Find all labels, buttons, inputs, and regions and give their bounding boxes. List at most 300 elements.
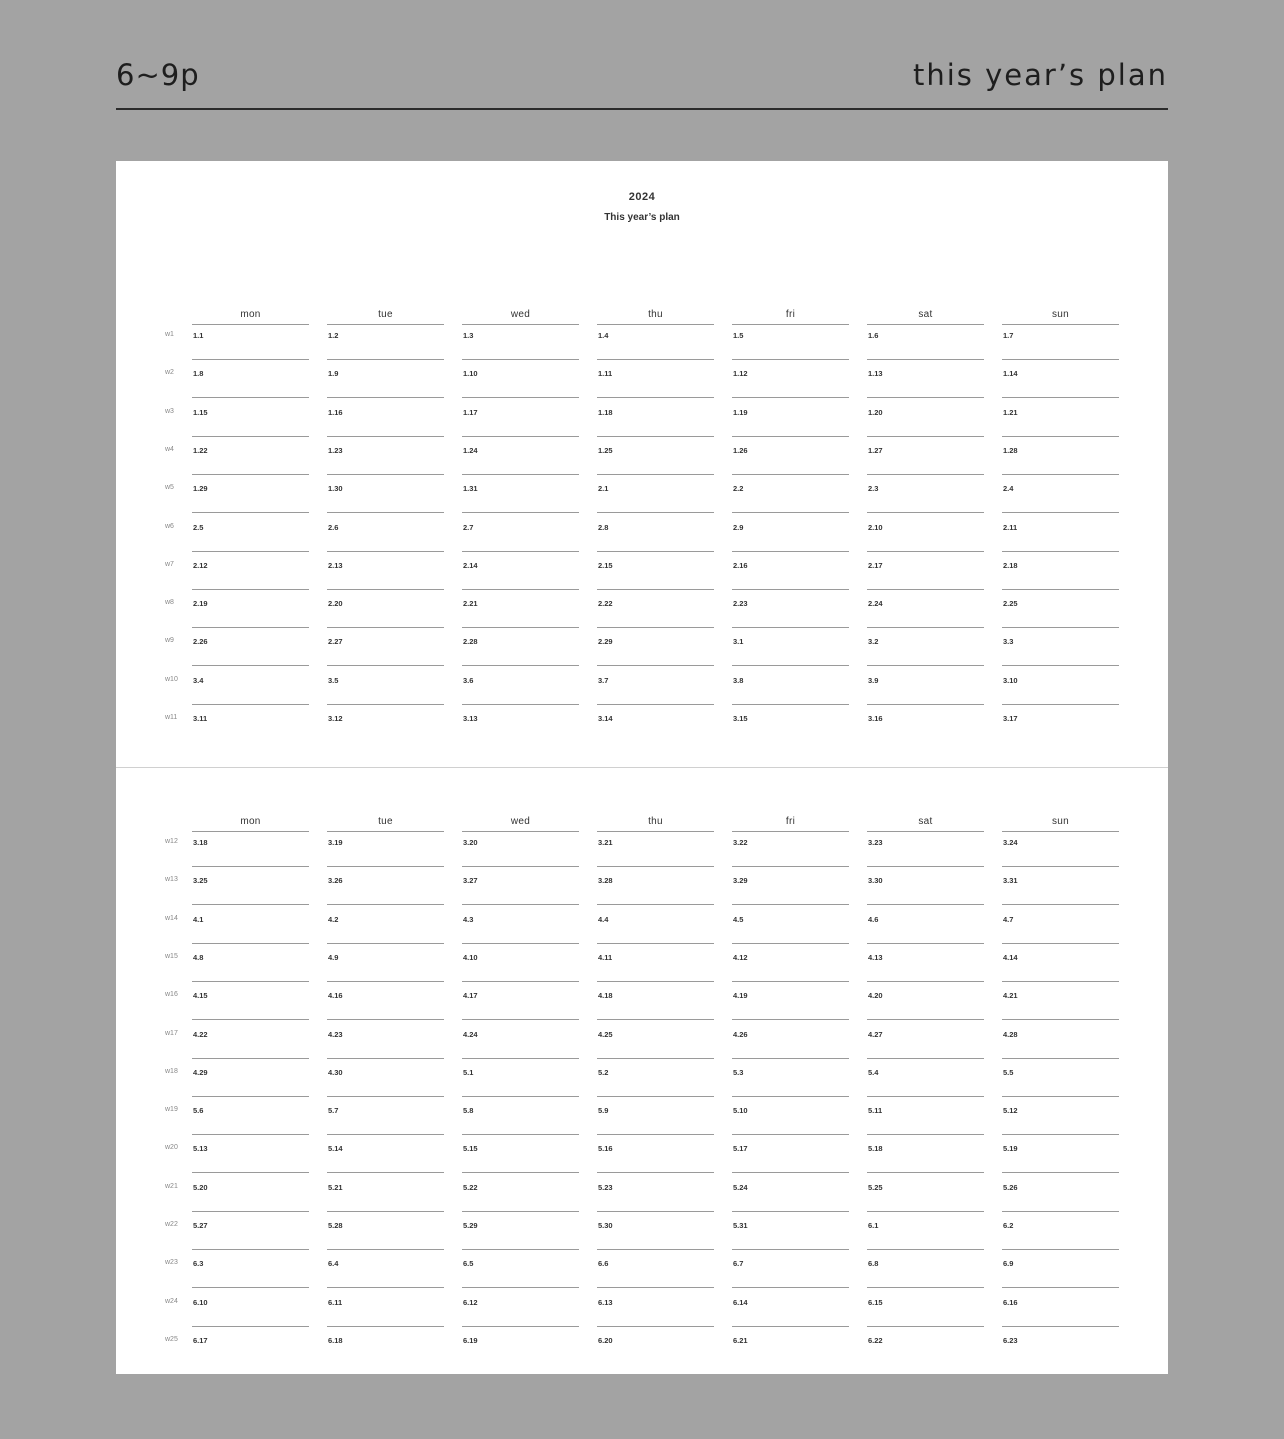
- day-cell-date: 1.27: [868, 445, 883, 455]
- day-cell-date: 2.18: [1003, 560, 1018, 570]
- day-header-sun: sun: [1051, 309, 1070, 320]
- week-label: w4: [165, 445, 174, 453]
- row-rule: [327, 397, 444, 398]
- day-cell-date: 4.13: [868, 952, 883, 962]
- row-rule: [192, 512, 309, 513]
- row-rule: [327, 665, 444, 666]
- row-rule: [597, 1172, 714, 1173]
- row-rule: [867, 397, 984, 398]
- row-rule: [732, 904, 849, 905]
- day-cell-date: 3.2: [868, 637, 879, 647]
- row-rule: [867, 589, 984, 590]
- row-rule: [462, 1287, 579, 1288]
- day-cell-date: 3.1: [733, 637, 744, 647]
- row-rule: [597, 943, 714, 944]
- day-cell-date: 2.25: [1003, 599, 1018, 609]
- day-cell-date: 1.3: [463, 331, 474, 340]
- day-header-sat: sat: [918, 309, 933, 320]
- row-rule: [1002, 866, 1119, 867]
- day-cell-date: 2.7: [463, 522, 474, 532]
- day-header-wed: wed: [510, 816, 531, 827]
- day-cell-date: 1.1: [193, 331, 204, 340]
- row-rule: [867, 981, 984, 982]
- day-header-tue: tue: [378, 309, 393, 320]
- day-cell-date: 5.29: [463, 1221, 478, 1230]
- row-rule: [1002, 704, 1119, 705]
- day-cell-date: 3.5: [328, 675, 339, 685]
- day-cell-date: 5.31: [733, 1221, 748, 1230]
- row-rule: [597, 1287, 714, 1288]
- row-rule: [732, 1211, 849, 1212]
- day-cell-date: 3.17: [1003, 714, 1018, 723]
- row-rule: [867, 1019, 984, 1020]
- row-rule: [327, 1019, 444, 1020]
- day-cell-date: 1.30: [328, 484, 343, 494]
- day-cell-date: 2.6: [328, 522, 339, 532]
- week-label: w21: [165, 1182, 178, 1190]
- header-rule: [462, 831, 579, 832]
- row-rule: [867, 1058, 984, 1059]
- day-cell-date: 4.30: [328, 1067, 343, 1077]
- row-rule: [732, 704, 849, 705]
- day-cell-date: 1.24: [463, 445, 478, 455]
- day-cell-date: 6.20: [598, 1335, 613, 1345]
- row-rule: [597, 1211, 714, 1212]
- row-rule: [192, 627, 309, 628]
- day-cell-date: 3.21: [598, 838, 613, 847]
- page-number: 6~9p: [116, 58, 200, 92]
- day-cell-date: 5.3: [733, 1067, 744, 1077]
- row-rule: [732, 665, 849, 666]
- day-cell-date: 6.18: [328, 1335, 343, 1345]
- day-cell-date: 2.17: [868, 560, 883, 570]
- row-rule: [462, 1211, 579, 1212]
- row-rule: [1002, 1019, 1119, 1020]
- row-rule: [732, 1287, 849, 1288]
- day-cell-date: 1.26: [733, 445, 748, 455]
- row-rule: [867, 904, 984, 905]
- day-cell-date: 1.16: [328, 407, 343, 417]
- day-cell-date: 2.9: [733, 522, 744, 532]
- row-rule: [192, 704, 309, 705]
- day-cell-date: 1.9: [328, 369, 339, 379]
- row-rule: [462, 1249, 579, 1250]
- row-rule: [462, 981, 579, 982]
- day-cell-date: 2.4: [1003, 484, 1014, 494]
- row-rule: [1002, 1287, 1119, 1288]
- day-cell-date: 4.17: [463, 991, 478, 1001]
- week-label: w23: [165, 1259, 178, 1267]
- row-rule: [462, 1172, 579, 1173]
- row-rule: [597, 627, 714, 628]
- week-label: w12: [165, 838, 178, 845]
- day-cell-date: 6.8: [868, 1259, 879, 1269]
- day-cell-date: 5.2: [598, 1067, 609, 1077]
- day-header-mon: mon: [240, 816, 261, 827]
- day-cell-date: 1.18: [598, 407, 613, 417]
- day-cell-date: 2.2: [733, 484, 744, 494]
- row-rule: [462, 1019, 579, 1020]
- day-cell-date: 6.12: [463, 1297, 478, 1307]
- week-label: w9: [165, 637, 174, 645]
- day-cell-date: 5.17: [733, 1144, 748, 1154]
- week-label: w20: [165, 1144, 178, 1152]
- day-header-wed: wed: [510, 309, 531, 320]
- day-cell-date: 1.12: [733, 369, 748, 379]
- day-cell-date: 2.26: [193, 637, 208, 647]
- row-rule: [732, 1134, 849, 1135]
- row-rule: [462, 589, 579, 590]
- row-rule: [327, 866, 444, 867]
- day-cell-date: 5.27: [193, 1221, 208, 1230]
- row-rule: [1002, 512, 1119, 513]
- day-cell-date: 1.4: [598, 331, 609, 340]
- day-cell-date: 5.22: [463, 1182, 478, 1192]
- row-rule: [732, 981, 849, 982]
- day-cell-date: 3.30: [868, 876, 883, 886]
- row-rule: [192, 397, 309, 398]
- row-rule: [1002, 474, 1119, 475]
- header-rule: [867, 831, 984, 832]
- day-cell-date: 5.13: [193, 1144, 208, 1154]
- day-cell-date: 5.28: [328, 1221, 343, 1230]
- day-cell-date: 4.12: [733, 952, 748, 962]
- day-cell-date: 3.23: [868, 838, 883, 847]
- day-cell-date: 2.10: [868, 522, 883, 532]
- row-rule: [597, 904, 714, 905]
- row-rule: [732, 397, 849, 398]
- day-cell-date: 1.15: [193, 407, 208, 417]
- row-rule: [1002, 1096, 1119, 1097]
- row-rule: [732, 943, 849, 944]
- row-rule: [462, 474, 579, 475]
- row-rule: [867, 627, 984, 628]
- day-cell-date: 4.25: [598, 1029, 613, 1039]
- planner-subtitle: This year’s plan: [604, 212, 680, 223]
- row-rule: [1002, 1326, 1119, 1327]
- day-cell-date: 4.23: [328, 1029, 343, 1039]
- day-cell-date: 5.15: [463, 1144, 478, 1154]
- day-cell-date: 6.19: [463, 1335, 478, 1345]
- page-header: [116, 52, 1168, 110]
- header-rule: [597, 324, 714, 325]
- day-cell-date: 1.28: [1003, 445, 1018, 455]
- row-rule: [732, 589, 849, 590]
- day-cell-date: 1.22: [193, 445, 208, 455]
- week-label: w7: [165, 560, 174, 568]
- day-header-mon: mon: [240, 309, 261, 320]
- row-rule: [192, 1096, 309, 1097]
- day-cell-date: 3.28: [598, 876, 613, 886]
- day-cell-date: 6.21: [733, 1335, 748, 1345]
- row-rule: [462, 512, 579, 513]
- day-cell-date: 5.18: [868, 1144, 883, 1154]
- day-cell-date: 4.20: [868, 991, 883, 1001]
- day-cell-date: 4.2: [328, 914, 339, 924]
- row-rule: [192, 1211, 309, 1212]
- day-cell-date: 3.24: [1003, 838, 1018, 847]
- row-rule: [462, 943, 579, 944]
- row-rule: [327, 512, 444, 513]
- day-cell-date: 3.26: [328, 876, 343, 886]
- row-rule: [597, 1326, 714, 1327]
- day-cell-date: 3.7: [598, 675, 609, 685]
- week-label: w6: [165, 522, 174, 530]
- row-rule: [192, 359, 309, 360]
- planner-year: 2024: [628, 191, 656, 203]
- row-rule: [462, 1096, 579, 1097]
- day-cell-date: 6.17: [193, 1335, 208, 1345]
- row-rule: [867, 1249, 984, 1250]
- day-cell-date: 3.16: [868, 714, 883, 723]
- planner-sheet: [116, 161, 1168, 1374]
- day-cell-date: 1.8: [193, 369, 204, 379]
- row-rule: [597, 981, 714, 982]
- day-cell-date: 3.6: [463, 675, 474, 685]
- row-rule: [597, 1249, 714, 1250]
- row-rule: [732, 551, 849, 552]
- header-rule: [192, 831, 309, 832]
- row-rule: [867, 704, 984, 705]
- week-label: w5: [165, 484, 174, 492]
- day-cell-date: 5.23: [598, 1182, 613, 1192]
- day-cell-date: 1.20: [868, 407, 883, 417]
- day-cell-date: 5.21: [328, 1182, 343, 1192]
- day-cell-date: 1.7: [1003, 331, 1014, 340]
- row-rule: [1002, 904, 1119, 905]
- row-rule: [462, 359, 579, 360]
- row-rule: [867, 512, 984, 513]
- row-rule: [732, 1249, 849, 1250]
- header-rule: [1002, 324, 1119, 325]
- row-rule: [867, 665, 984, 666]
- row-rule: [462, 1058, 579, 1059]
- header-rule: [192, 324, 309, 325]
- day-cell-date: 4.4: [598, 914, 609, 924]
- day-cell-date: 2.14: [463, 560, 478, 570]
- row-rule: [192, 943, 309, 944]
- day-cell-date: 4.26: [733, 1029, 748, 1039]
- day-cell-date: 2.20: [328, 599, 343, 609]
- day-cell-date: 5.8: [463, 1106, 474, 1116]
- day-cell-date: 4.5: [733, 914, 744, 924]
- day-header-fri: fri: [785, 816, 796, 827]
- day-cell-date: 1.6: [868, 331, 879, 340]
- day-cell-date: 2.1: [598, 484, 609, 494]
- day-header-fri: fri: [785, 309, 796, 320]
- row-rule: [867, 1287, 984, 1288]
- day-cell-date: 6.15: [868, 1297, 883, 1307]
- day-cell-date: 1.13: [868, 369, 883, 379]
- row-rule: [1002, 1249, 1119, 1250]
- row-rule: [732, 866, 849, 867]
- day-cell-date: 4.19: [733, 991, 748, 1001]
- row-rule: [192, 1134, 309, 1135]
- day-cell-date: 1.2: [328, 331, 339, 340]
- row-rule: [327, 1287, 444, 1288]
- week-label: w17: [165, 1029, 178, 1037]
- row-rule: [1002, 943, 1119, 944]
- day-cell-date: 4.1: [193, 914, 204, 924]
- day-cell-date: 2.12: [193, 560, 208, 570]
- day-cell-date: 3.8: [733, 675, 744, 685]
- day-cell-date: 3.19: [328, 838, 343, 847]
- week-label: w24: [165, 1297, 178, 1305]
- day-cell-date: 2.19: [193, 599, 208, 609]
- row-rule: [1002, 436, 1119, 437]
- day-cell-date: 4.15: [193, 991, 208, 1001]
- day-cell-date: 5.19: [1003, 1144, 1018, 1154]
- row-rule: [462, 551, 579, 552]
- row-rule: [867, 474, 984, 475]
- row-rule: [462, 904, 579, 905]
- day-cell-date: 4.24: [463, 1029, 478, 1039]
- day-cell-date: 6.16: [1003, 1297, 1018, 1307]
- day-cell-date: 4.18: [598, 991, 613, 1001]
- row-rule: [732, 1326, 849, 1327]
- row-rule: [1002, 1134, 1119, 1135]
- day-cell-date: 5.4: [868, 1067, 879, 1077]
- day-cell-date: 6.22: [868, 1335, 883, 1345]
- day-cell-date: 6.14: [733, 1297, 748, 1307]
- day-cell-date: 5.10: [733, 1106, 748, 1116]
- row-rule: [327, 1172, 444, 1173]
- day-cell-date: 3.29: [733, 876, 748, 886]
- day-cell-date: 5.25: [868, 1182, 883, 1192]
- day-cell-date: 3.27: [463, 876, 478, 886]
- row-rule: [462, 1134, 579, 1135]
- row-rule: [597, 512, 714, 513]
- day-cell-date: 5.6: [193, 1106, 204, 1116]
- row-rule: [462, 627, 579, 628]
- day-cell-date: 2.23: [733, 599, 748, 609]
- row-rule: [192, 474, 309, 475]
- row-rule: [867, 1134, 984, 1135]
- row-rule: [192, 1287, 309, 1288]
- week-label: w15: [165, 952, 178, 960]
- row-rule: [327, 551, 444, 552]
- row-rule: [732, 512, 849, 513]
- day-cell-date: 2.24: [868, 599, 883, 609]
- day-cell-date: 3.13: [463, 714, 478, 723]
- row-rule: [732, 474, 849, 475]
- day-cell-date: 5.9: [598, 1106, 609, 1116]
- week-label: w18: [165, 1067, 178, 1075]
- day-cell-date: 5.14: [328, 1144, 343, 1154]
- header-rule: [597, 831, 714, 832]
- day-cell-date: 4.8: [193, 952, 204, 962]
- day-cell-date: 4.9: [328, 952, 339, 962]
- row-rule: [597, 474, 714, 475]
- day-cell-date: 4.29: [193, 1067, 208, 1077]
- day-cell-date: 1.17: [463, 407, 478, 417]
- row-rule: [462, 665, 579, 666]
- day-cell-date: 1.23: [328, 445, 343, 455]
- day-cell-date: 1.25: [598, 445, 613, 455]
- day-cell-date: 5.30: [598, 1221, 613, 1230]
- row-rule: [1002, 397, 1119, 398]
- row-rule: [462, 866, 579, 867]
- day-header-sat: sat: [918, 816, 933, 827]
- day-cell-date: 6.23: [1003, 1335, 1018, 1345]
- row-rule: [597, 1058, 714, 1059]
- day-header-tue: tue: [378, 816, 393, 827]
- row-rule: [1002, 1058, 1119, 1059]
- row-rule: [867, 436, 984, 437]
- day-cell-date: 3.15: [733, 714, 748, 723]
- row-rule: [1002, 359, 1119, 360]
- header-rule: [732, 831, 849, 832]
- day-header-sun: sun: [1051, 816, 1070, 827]
- row-rule: [1002, 551, 1119, 552]
- day-cell-date: 5.7: [328, 1106, 339, 1116]
- header-rule: [1002, 831, 1119, 832]
- day-cell-date: 1.31: [463, 484, 478, 494]
- day-cell-date: 6.9: [1003, 1259, 1014, 1269]
- row-rule: [192, 904, 309, 905]
- day-cell-date: 4.14: [1003, 952, 1018, 962]
- row-rule: [1002, 1211, 1119, 1212]
- day-cell-date: 5.5: [1003, 1067, 1014, 1077]
- row-rule: [192, 665, 309, 666]
- week-label: w10: [165, 675, 178, 683]
- row-rule: [327, 1134, 444, 1135]
- day-cell-date: 5.20: [193, 1182, 208, 1192]
- day-cell-date: 4.16: [328, 991, 343, 1001]
- row-rule: [462, 436, 579, 437]
- row-rule: [327, 1058, 444, 1059]
- row-rule: [327, 589, 444, 590]
- row-rule: [732, 359, 849, 360]
- day-cell-date: 6.13: [598, 1297, 613, 1307]
- day-cell-date: 2.5: [193, 522, 204, 532]
- day-cell-date: 4.3: [463, 914, 474, 924]
- row-rule: [327, 1096, 444, 1097]
- day-cell-date: 6.1: [868, 1221, 879, 1230]
- day-cell-date: 6.2: [1003, 1221, 1014, 1230]
- row-rule: [1002, 981, 1119, 982]
- day-cell-date: 5.16: [598, 1144, 613, 1154]
- day-cell-date: 2.11: [1003, 522, 1018, 532]
- day-cell-date: 4.10: [463, 952, 478, 962]
- header-rule: [867, 324, 984, 325]
- row-rule: [1002, 665, 1119, 666]
- row-rule: [732, 1058, 849, 1059]
- row-rule: [597, 704, 714, 705]
- day-cell-date: 3.3: [1003, 637, 1014, 647]
- day-cell-date: 3.31: [1003, 876, 1018, 886]
- day-cell-date: 3.25: [193, 876, 208, 886]
- row-rule: [867, 1211, 984, 1212]
- row-rule: [327, 474, 444, 475]
- day-header-thu: thu: [648, 309, 663, 320]
- day-cell-date: 5.1: [463, 1067, 474, 1077]
- week-label: w11: [165, 714, 178, 721]
- day-cell-date: 4.21: [1003, 991, 1018, 1001]
- day-cell-date: 1.19: [733, 407, 748, 417]
- day-cell-date: 4.11: [598, 952, 613, 962]
- day-cell-date: 1.29: [193, 484, 208, 494]
- day-cell-date: 2.28: [463, 637, 478, 647]
- header-rule: [732, 324, 849, 325]
- row-rule: [597, 866, 714, 867]
- day-cell-date: 3.20: [463, 838, 478, 847]
- row-rule: [192, 1058, 309, 1059]
- day-cell-date: 3.22: [733, 838, 748, 847]
- day-cell-date: 4.7: [1003, 914, 1014, 924]
- day-cell-date: 2.13: [328, 560, 343, 570]
- day-cell-date: 1.14: [1003, 369, 1018, 379]
